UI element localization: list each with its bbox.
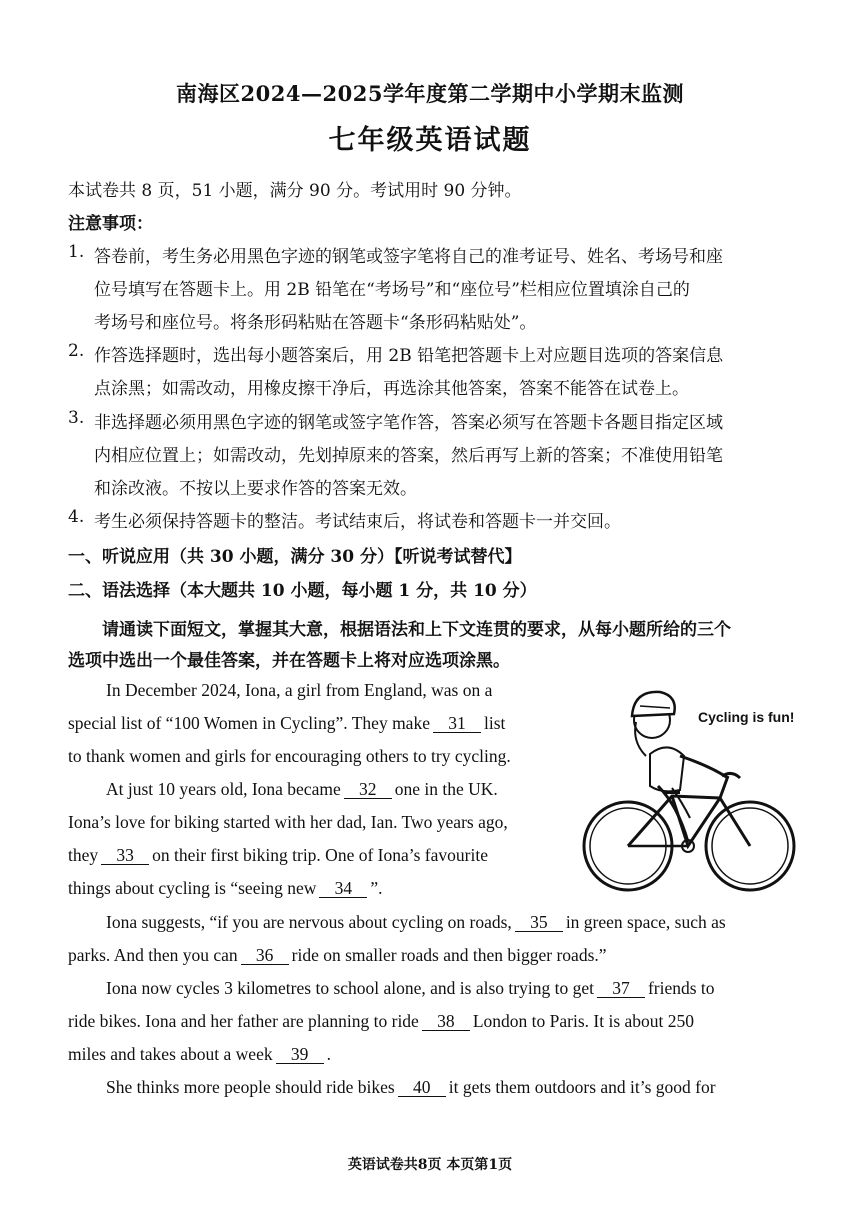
passage-line: Iona suggests, “if you are nervous about cycling on roads, 35 in green space, such as xyxy=(106,912,726,932)
exam-title: 南海区2024—2025学年度第二学期中小学期末监测 xyxy=(176,81,684,106)
blank-32: 32 xyxy=(344,780,392,799)
section-instruction: 请通读下面短文，掌握其大意，根据语法和上下文连贯的要求，从每小题所给的三个 xyxy=(102,620,731,640)
passage-line: At just 10 years old, Iona became 32 one in the UK. xyxy=(106,779,498,799)
note-line: 答卷前，考生务必用黑色字迹的钢笔或签字笔将自己的准考证号、姓名、考场号和座 xyxy=(94,247,723,267)
note-line: 作答选择题时，选出每小题答案后，用 2B 铅笔把答题卡上对应题目选项的答案信息 xyxy=(94,346,724,366)
section-one-heading: 一、听说应用（共 30 小题，满分 30 分）【听说考试替代】 xyxy=(68,547,522,567)
note-number: 4. xyxy=(68,507,85,527)
passage-line: In December 2024, Iona, a girl from England, was on a xyxy=(106,680,493,700)
cyclist-illustration xyxy=(580,686,808,904)
notes-heading: 注意事项： xyxy=(68,214,153,234)
section-instruction: 选项中选出一个最佳答案，并在答题卡上将对应选项涂黑。 xyxy=(68,651,510,671)
exam-info: 本试卷共 8 页，51 小题，满分 90 分。考试用时 90 分钟。 xyxy=(68,181,522,201)
section-two-heading: 二、语法选择（本大题共 10 小题，每小题 1 分，共 10 分） xyxy=(68,581,537,601)
exam-subtitle: 七年级英语试题 xyxy=(328,125,532,156)
blank-37: 37 xyxy=(597,979,645,998)
note-line: 考生必须保持答题卡的整洁。考试结束后，将试卷和答题卡一并交回。 xyxy=(94,512,621,532)
blank-35: 35 xyxy=(515,913,563,932)
blank-36: 36 xyxy=(241,946,289,965)
passage-line: things about cycling is “seeing new 34 ”. xyxy=(68,878,383,898)
note-number: 1. xyxy=(68,242,85,262)
blank-31: 31 xyxy=(433,714,481,733)
note-line: 位号填写在答题卡上。用 2B 铅笔在“考场号”和“座位号”栏相应位置填涂自己的 xyxy=(94,280,690,300)
passage-line: they 33 on their first biking trip. One of Iona’s favourite xyxy=(68,845,488,865)
passage-line: miles and takes about a week 39 . xyxy=(68,1044,331,1064)
note-number: 3. xyxy=(68,408,85,428)
blank-33: 33 xyxy=(101,846,149,865)
passage-line: She thinks more people should ride bikes 40 it gets them outdoors and it’s good for xyxy=(106,1077,716,1097)
note-line: 考场号和座位号。将条形码粘贴在答题卡“条形码粘贴处”。 xyxy=(94,313,537,333)
note-line: 非选择题必须用黑色字迹的钢笔或签字笔作答，答案必须写在答题卡各题目指定区域 xyxy=(94,413,723,433)
passage-line: ride bikes. Iona and her father are planning to ride 38 London to Paris. It is about 250 xyxy=(68,1011,695,1031)
note-number: 2. xyxy=(68,341,85,361)
passage-line: special list of “100 Women in Cycling”. They make 31 list xyxy=(68,713,506,733)
passage-line: Iona’s love for biking started with her dad, Ian. Two years ago, xyxy=(68,812,508,832)
blank-34: 34 xyxy=(319,879,367,898)
blank-40: 40 xyxy=(398,1078,446,1097)
passage-line: parks. And then you can 36 ride on smaller roads and then bigger roads.” xyxy=(68,945,607,965)
note-line: 内相应位置上；如需改动，先划掉原来的答案，然后再写上新的答案；不准使用铅笔 xyxy=(94,446,723,466)
note-line: 和涂改液。不按以上要求作答的答案无效。 xyxy=(94,479,417,499)
passage-line: Iona now cycles 3 kilometres to school alone, and is also trying to get 37 friends to xyxy=(106,978,715,998)
passage-line: to thank women and girls for encouraging others to try cycling. xyxy=(68,746,511,766)
blank-39: 39 xyxy=(276,1045,324,1064)
blank-38: 38 xyxy=(422,1012,470,1031)
illustration-caption: Cycling is fun! xyxy=(698,709,795,725)
page-footer: 英语试卷共8页 本页第1页 xyxy=(347,1157,513,1173)
note-line: 点涂黑；如需改动，用橡皮擦干净后，再选涂其他答案，答案不能答在试卷上。 xyxy=(94,379,689,399)
